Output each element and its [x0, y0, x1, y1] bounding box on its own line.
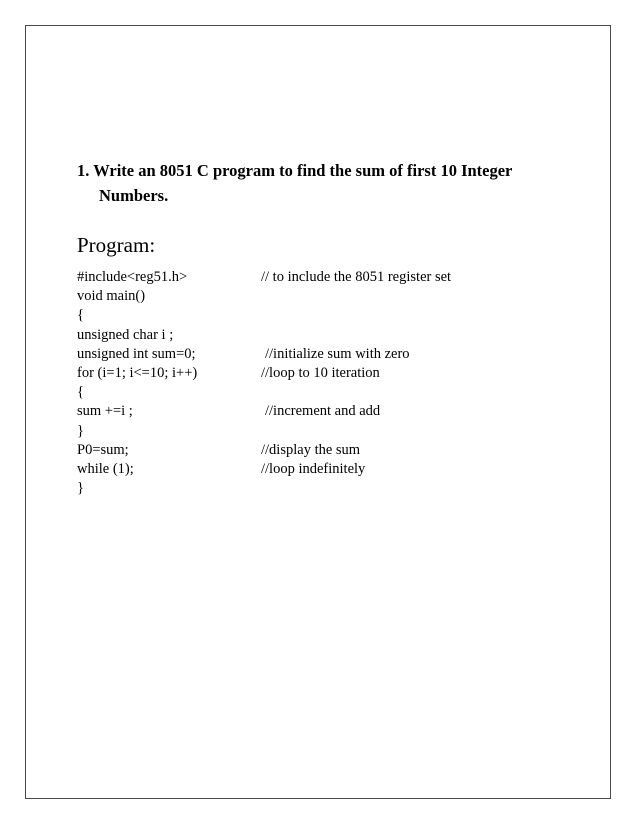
code-comment: //loop indefinitely — [261, 460, 366, 477]
code-comment: //loop to 10 iteration — [261, 364, 380, 381]
code-line — [77, 345, 577, 364]
code-line — [77, 441, 577, 460]
code-comment: //display the sum — [261, 441, 361, 458]
program-label: Program: — [77, 233, 156, 257]
code-line — [77, 383, 577, 402]
code-comment: //initialize sum with zero — [265, 345, 410, 362]
code-text: #include<reg51.h> — [77, 269, 188, 285]
heading-line-2: Numbers. — [99, 186, 169, 205]
code-text: while (1); — [77, 460, 134, 477]
code-comment: // to include the 8051 register set — [261, 269, 452, 285]
code-line — [77, 402, 577, 421]
heading-line-1: 1. Write an 8051 C program to find the sum of first 10 Integer — [77, 161, 513, 180]
code-text: { — [77, 384, 84, 401]
code-text: for (i=1; i<=10; i++) — [77, 364, 198, 381]
code-line — [77, 479, 577, 498]
code-line — [77, 422, 577, 441]
code-line — [77, 287, 577, 306]
code-text: void main() — [77, 288, 146, 305]
code-line — [77, 326, 577, 345]
code-text: unsigned int sum=0; — [77, 345, 196, 362]
code-text: { — [77, 307, 84, 324]
code-line — [77, 268, 577, 287]
question-heading — [77, 158, 547, 208]
code-block — [77, 268, 577, 498]
code-text: P0=sum; — [77, 441, 129, 458]
code-comment: //increment and add — [265, 403, 381, 420]
code-text: unsigned char i ; — [77, 326, 174, 343]
code-text: } — [77, 422, 84, 439]
code-line — [77, 460, 577, 479]
code-line — [77, 364, 577, 383]
code-line — [77, 306, 577, 325]
code-text: sum +=i ; — [77, 403, 133, 420]
code-text: } — [77, 480, 84, 497]
